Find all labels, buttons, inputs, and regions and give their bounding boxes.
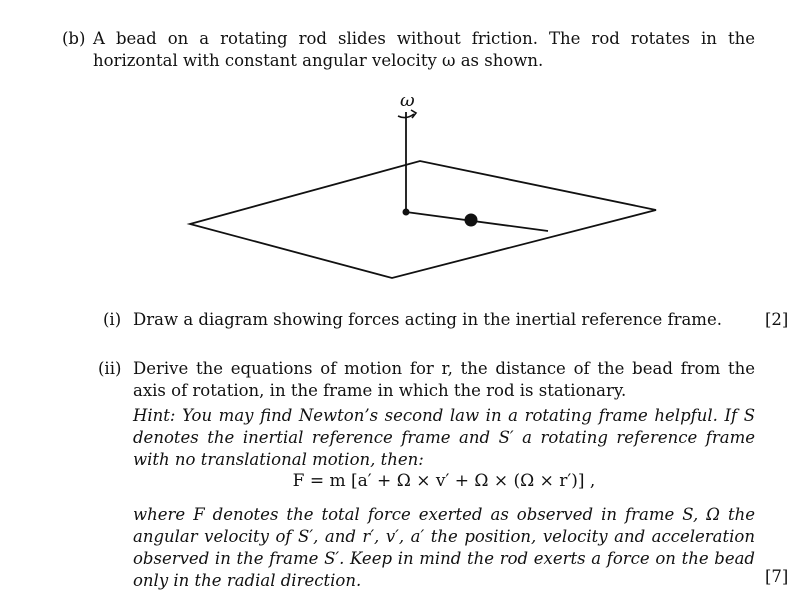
marks-label: [2] [765, 310, 789, 329]
omega-label: ω [400, 90, 415, 111]
hint-paragraph: Hint: You may find Newton’s second law in a rotating frame helpful. If S denotes the inertial reference frame and S′ a rotating reference frame with no translational motion, then: [133, 406, 755, 469]
part-intro: A bead on a rotating rod slides without friction. The rod rotates in the horizontal with constant angular velocity ω as shown. [93, 29, 755, 70]
item-number: (i) [103, 310, 122, 329]
horizontal-plane [190, 161, 656, 278]
bead [465, 214, 478, 227]
where-paragraph: where F denotes the total force exerted as observed in frame S, Ω the angular velocity of S′, and r′, v′, a′ the position, velocity and acceleration observed in the frame S′. Keep in mind the rod exerts a force on the bead only in the radial direction. [133, 505, 755, 590]
part-label: (b) [62, 29, 86, 48]
marks-label: [7] [765, 567, 789, 586]
item-number: (ii) [98, 359, 122, 378]
item-text: Derive the equations of motion for r, the distance of the bead from the axis of rotation, in the frame in which the rod is stationary. [133, 359, 755, 400]
rotating-rod-figure [180, 86, 670, 286]
item-text: Draw a diagram showing forces acting in the inertial reference frame. [133, 310, 722, 329]
newton-rotating-frame-equation: F = m [a′ + Ω × v′ + Ω × (Ω × r′)] , [292, 471, 596, 491]
pivot-point [403, 209, 410, 216]
